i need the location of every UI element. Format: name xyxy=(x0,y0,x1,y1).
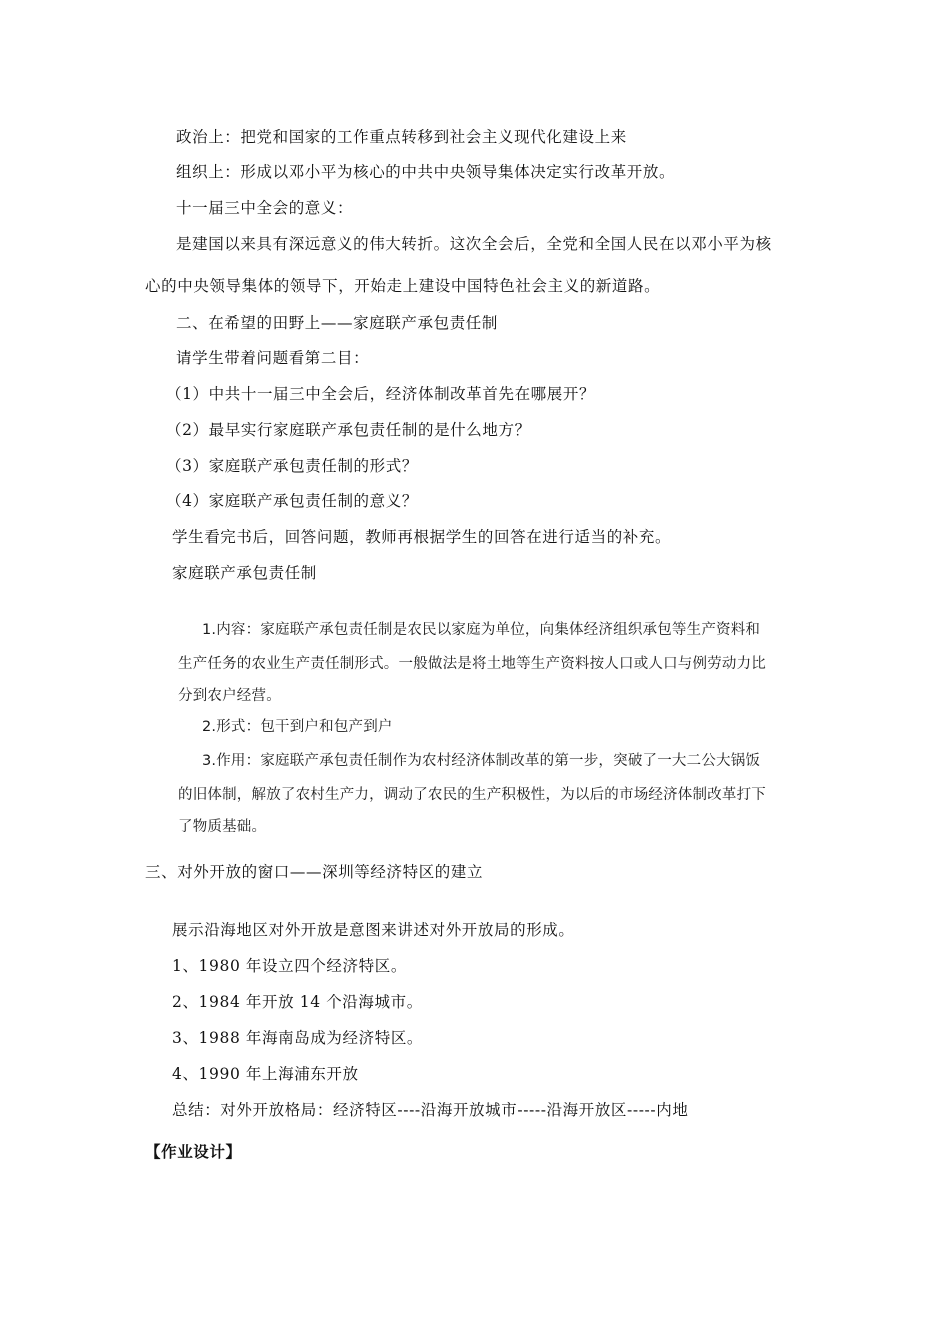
image-content-line-3: 分到农户经营。 xyxy=(178,688,281,704)
opening-item-4: 4、1990 年上海浦东开放 xyxy=(172,1065,359,1083)
opening-item-1: 1、1980 年设立四个经济特区。 xyxy=(172,957,407,975)
image-form-line: 2.形式：包干到户和包产到户 xyxy=(202,719,393,735)
question-4: （4）家庭联产承包责任制的意义？ xyxy=(166,492,418,510)
subject-label: 家庭联产承包责任制 xyxy=(172,564,317,582)
section2-prompt: 请学生带着问题看第二目： xyxy=(176,349,370,367)
teacher-note: 学生看完书后，回答问题，教师再根据学生的回答在进行适当的补充。 xyxy=(172,528,672,546)
significance-line-1: 是建国以来具有深远意义的伟大转折。这次全会后，全党和全国人民在以邓小平为核 xyxy=(176,235,772,253)
politics-line: 政治上：把党和国家的工作重点转移到社会主义现代化建设上来 xyxy=(176,128,627,146)
opening-summary: 总结：对外开放格局：经济特区----沿海开放城市-----沿海开放区-----内地 xyxy=(172,1101,689,1119)
image-effect-line-1: 3.作用：家庭联产承包责任制作为农村经济体制改革的第一步，突破了一大二公大锅饭 xyxy=(202,753,761,769)
organization-line: 组织上：形成以邓小平为核心的中共中央领导集体决定实行改革开放。 xyxy=(176,163,676,181)
question-3: （3）家庭联产承包责任制的形式？ xyxy=(166,457,418,475)
image-content-line-2: 生产任务的农业生产责任制形式。一般做法是将土地等生产资料按人口或人口与例劳动力比 xyxy=(178,656,766,672)
opening-item-2: 2、1984 年开放 14 个沿海城市。 xyxy=(172,993,423,1011)
significance-title: 十一届三中全会的意义： xyxy=(176,199,354,217)
homework-heading: 【作业设计】 xyxy=(145,1142,242,1161)
significance-line-2: 心的中央领导集体的领导下，开始走上建设中国特色社会主义的新道路。 xyxy=(145,277,661,295)
section3-heading: 三、对外开放的窗口——深圳等经济特区的建立 xyxy=(145,863,484,881)
section2-heading: 二、在希望的田野上——家庭联产承包责任制 xyxy=(176,314,499,332)
question-2: （2）最早实行家庭联产承包责任制的是什么地方？ xyxy=(166,421,531,439)
opening-item-3: 3、1988 年海南岛成为经济特区。 xyxy=(172,1029,424,1047)
image-content-line-1: 1.内容：家庭联产承包责任制是农民以家庭为单位，向集体经济组织承包等生产资料和 xyxy=(202,622,761,638)
question-1: （1）中共十一届三中全会后，经济体制改革首先在哪展开？ xyxy=(166,385,596,403)
section3-intro: 展示沿海地区对外开放是意图来讲述对外开放局的形成。 xyxy=(172,921,575,939)
image-effect-line-2: 的旧体制，解放了农村生产力，调动了农民的生产积极性，为以后的市场经济体制改革打下 xyxy=(178,787,766,803)
responsibility-system-image xyxy=(160,610,770,840)
image-effect-line-3: 了物质基础。 xyxy=(178,819,267,835)
